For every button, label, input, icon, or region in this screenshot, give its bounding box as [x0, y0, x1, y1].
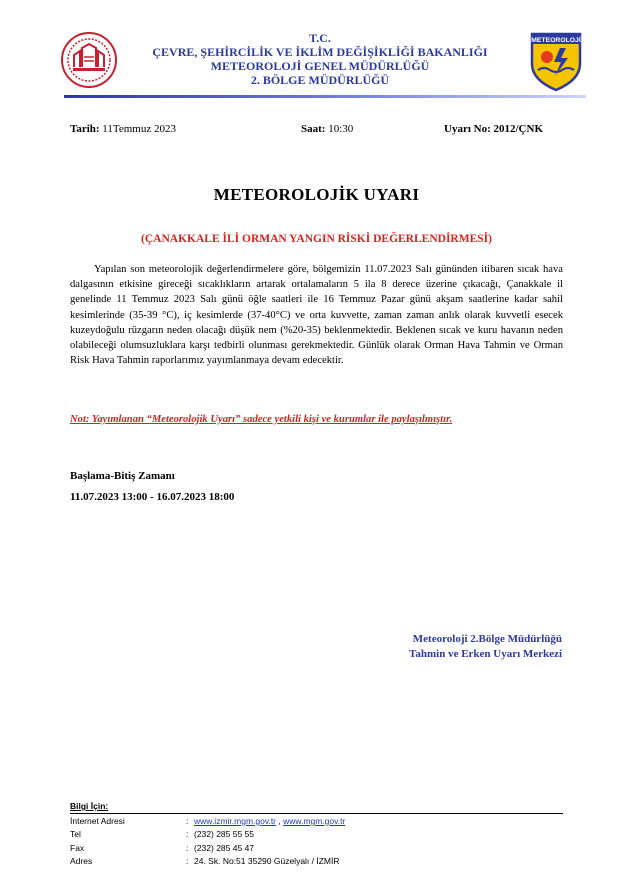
period-value: 11.07.2023 13:00 - 16.07.2023 18:00	[70, 491, 235, 503]
time-label: Saat:	[301, 123, 326, 135]
logo-text: METEOROLOJİ	[531, 37, 581, 44]
header-line-ministry: ÇEVRE, ŞEHİRCİLİK VE İKLİM DEĞİŞİKLİĞİ BAKANLIĞI	[152, 45, 488, 59]
period-label: Başlama-Bitiş Zamanı	[70, 470, 175, 482]
contact-sep: :	[186, 842, 189, 853]
header-line-tc: T.C.	[309, 31, 331, 45]
contact-value: 24. Sk. No:51 35290 Güzelyalı / İZMİR	[194, 856, 340, 867]
date-value: 11Temmuz 2023	[102, 123, 176, 135]
contact-value: (232) 285 55 55	[194, 829, 255, 840]
ministry-logo	[60, 31, 118, 89]
number-label: Uyarı No:	[444, 123, 491, 135]
time-value: 10:30	[328, 123, 354, 135]
signature-line-1: Meteoroloji 2.Bölge Müdürlüğü	[412, 633, 562, 645]
website-link-mgm[interactable]: www.mgm.gov.tr	[283, 815, 346, 826]
header-line-directorate: METEOROLOJİ GENEL MÜDÜRLÜĞÜ	[210, 59, 430, 73]
document-subtitle: (ÇANAKKALE İLİ ORMAN YANGIN RİSKİ DEĞERLENDİRMESİ)	[141, 233, 492, 245]
distribution-note: Not: Yayımlanan “Meteorolojik Uyarı” sadece yetkili kişi ve kurumlar ile paylaşılmıştır.	[70, 414, 453, 425]
contact-value	[194, 814, 345, 828]
contact-key: Tel	[70, 829, 81, 840]
contact-value: (232) 285 45 47	[194, 842, 255, 853]
contact-row-address	[70, 855, 345, 869]
contact-row-fax	[70, 841, 345, 855]
warning-number	[444, 123, 543, 135]
number-value: 2012/ÇNK	[493, 123, 543, 135]
contact-key: İnternet Adresi	[70, 815, 125, 826]
contact-sep: :	[186, 829, 189, 840]
contact-row-tel	[70, 828, 345, 842]
contact-row-web	[70, 814, 345, 828]
warning-time	[301, 123, 353, 135]
contact-table	[70, 814, 345, 868]
warning-date	[70, 123, 176, 135]
meteoroloji-logo	[526, 30, 586, 92]
institution-header	[120, 31, 520, 87]
signature-block	[330, 632, 562, 662]
signature-line-2: Tahmin ve Erken Uyarı Merkezi	[409, 648, 562, 660]
contact-key: Adres	[70, 856, 93, 867]
document-title: METEOROLOJİK UYARI	[213, 185, 420, 204]
header-line-region: 2. BÖLGE MÜDÜRLÜĞÜ	[250, 73, 390, 87]
footer-title: Bilgi İçin:	[70, 801, 109, 811]
warning-body: Yapılan son meteorolojik değerlendirmelere göre, bölgemizin 11.07.2023 Salı gününden itibaren sıcak hava dalgasının etkisine gireceği sıcaklıkların artarak ortalamaların 5 ila 8 derece üzerine çıkacağı, Çanakkale il genelinde 11 Temmuz 2023 Salı günü öğle saatleri ile 16 Temmuz Pazar günü akşam saatlerine kadar sahil kesimlerinde (35-39 °C), iç kesimlerde (37-40°C) ve orta kuvvette, zaman zaman anlık olarak kuvvetli esecek kuzeydoğulu rüzgarın neden olacağı düşük nem (%20-35) beklenmektedir. Beklenen sıcak ve kuru havanın neden olabileceği olumsuzluklara karşı tedbirli olunması gerekmektedir. Günlük olarak Orman Hava Tahmin ve Orman Risk Hava Tahmin raporlarımız yayımlanmaya devam edecektir.	[70, 264, 563, 367]
contact-sep: :	[186, 856, 189, 867]
contact-sep: :	[186, 815, 189, 826]
website-link-izmir[interactable]: www.izmir.mgm.gov.tr	[194, 815, 277, 826]
header-divider	[64, 95, 586, 98]
date-label: Tarih:	[70, 123, 100, 135]
link-separator: ,	[276, 815, 284, 826]
contact-key: Fax	[70, 842, 85, 853]
